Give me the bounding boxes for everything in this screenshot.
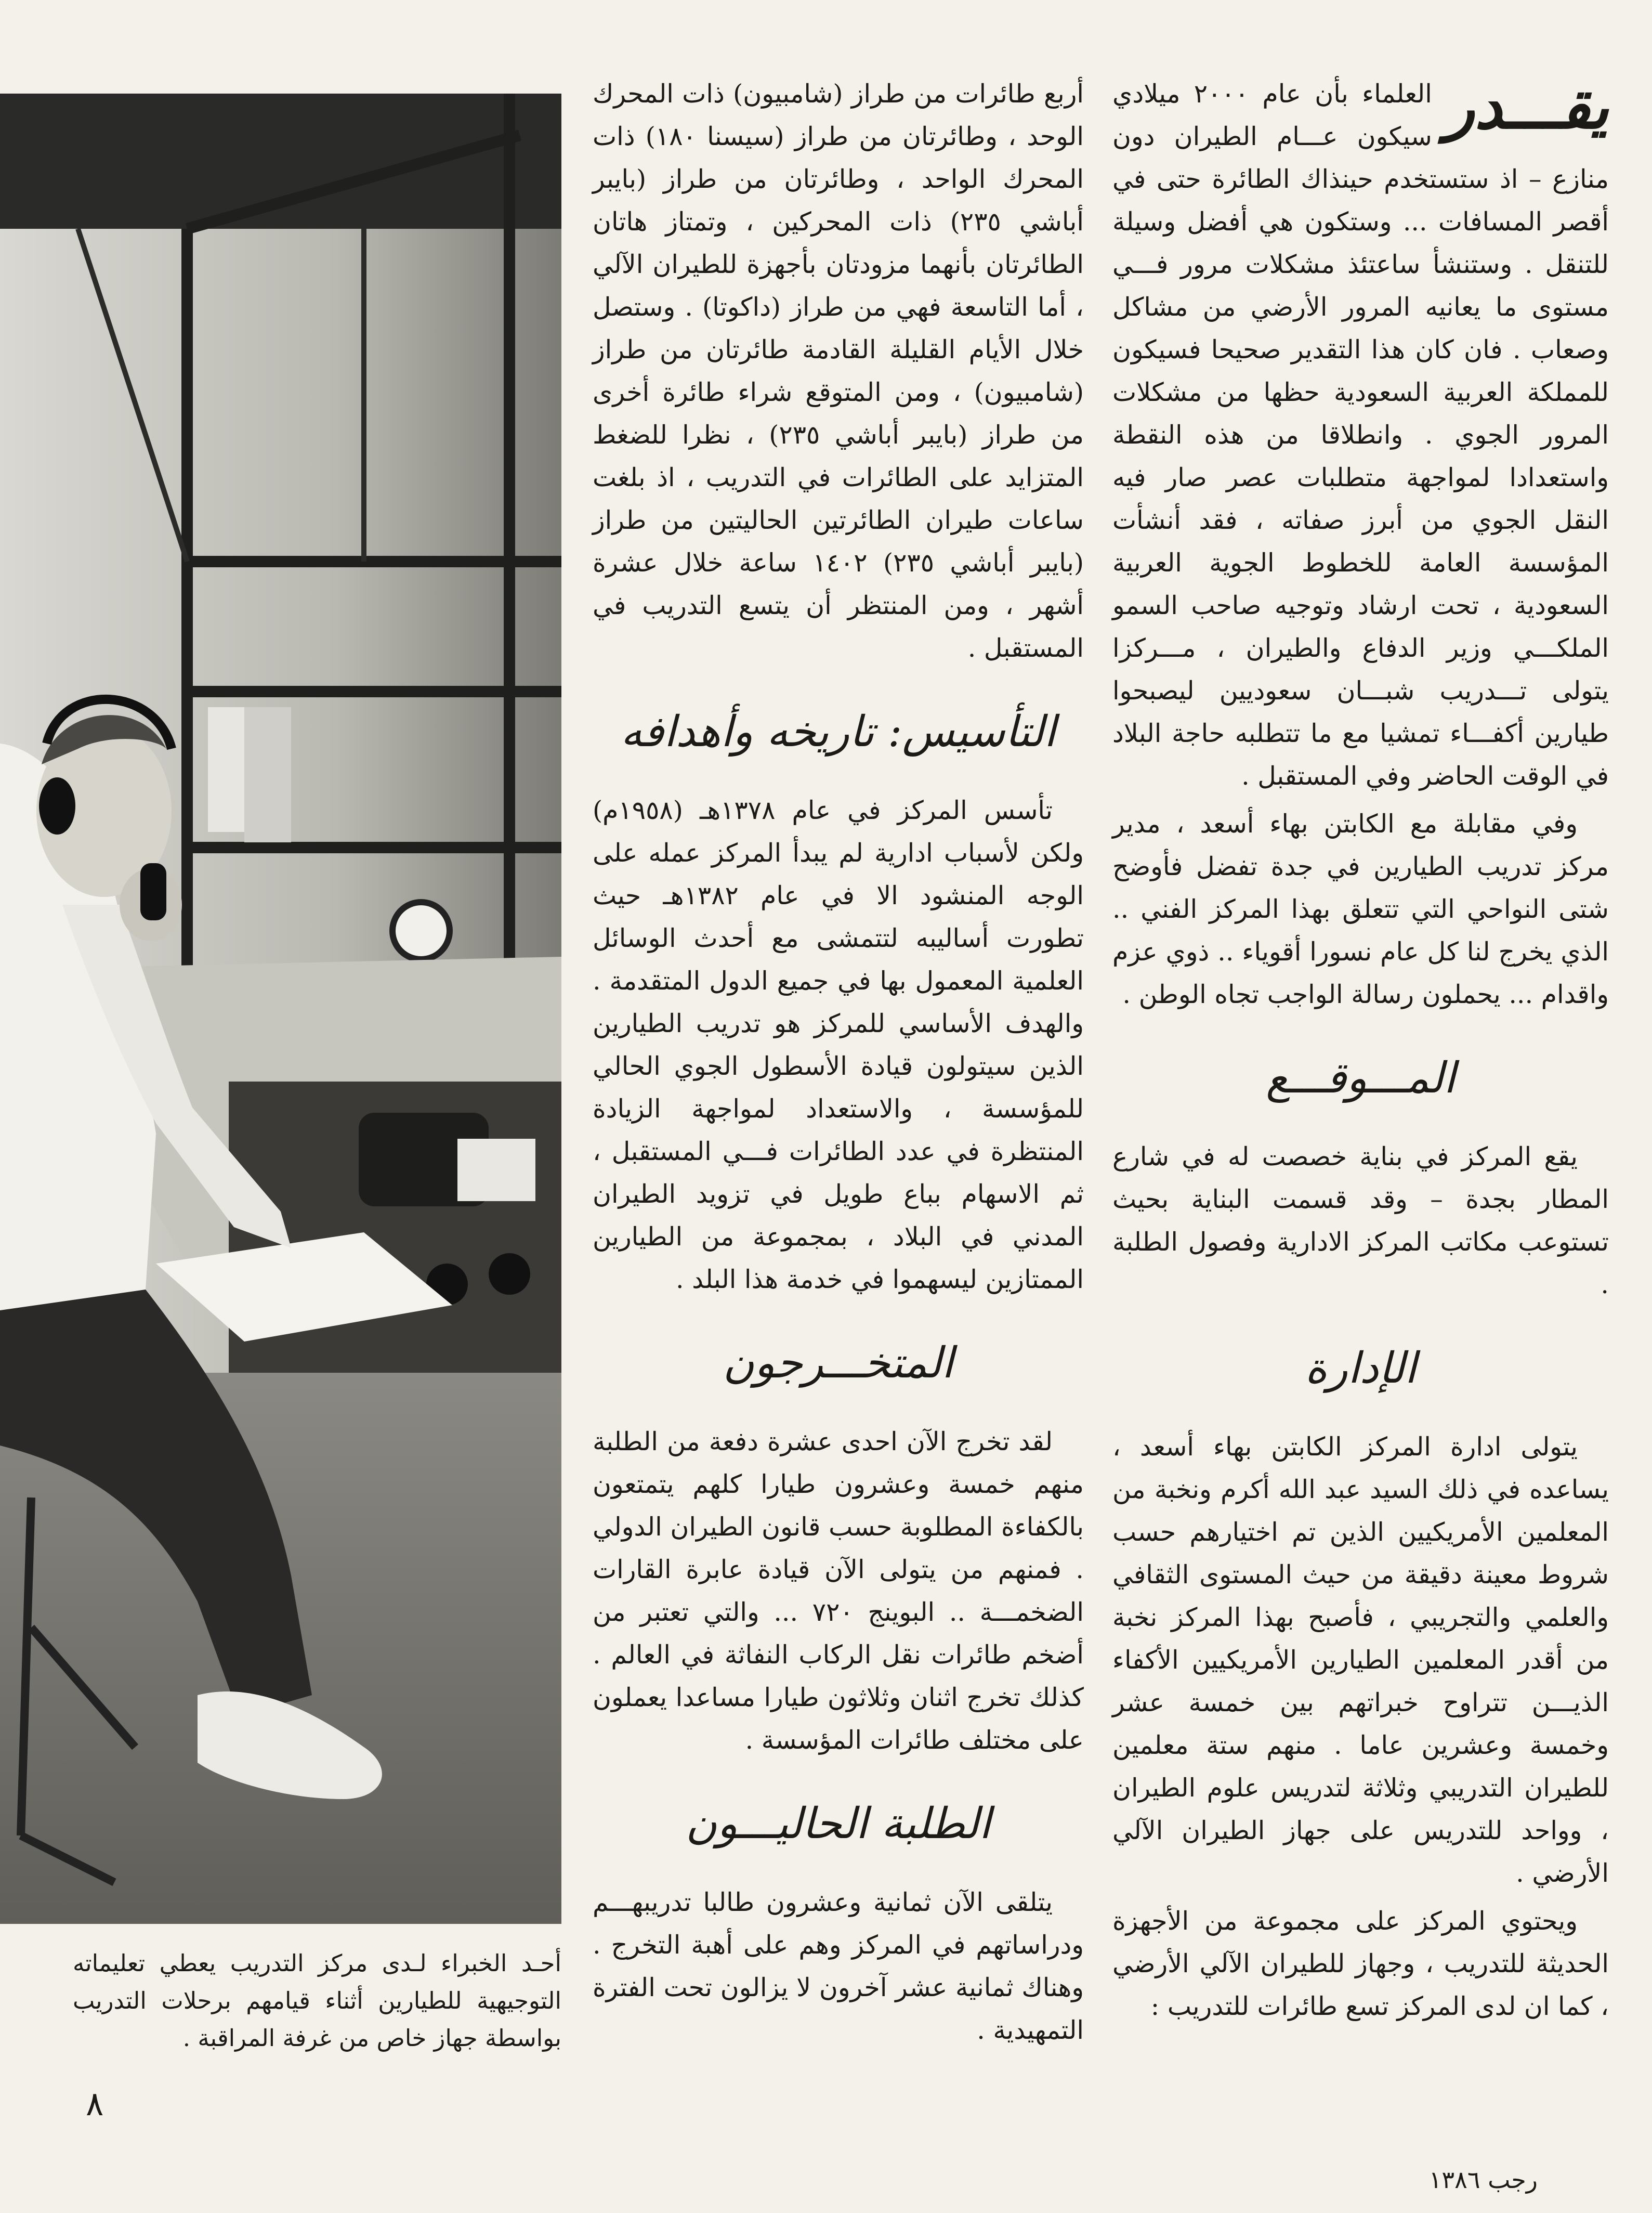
photo-caption: أحـد الخبراء لـدى مركز التدريب يعطي تعليماته التوجيهية للطيارين أثناء قيامهم برحلات التدريب بواسطة جهاز خاص من غرفة المراقبة .	[73, 1949, 561, 2052]
right-column	[1112, 70, 1609, 2033]
dropcap-word: يقـــدر	[1445, 70, 1609, 142]
issue-date: رجب ١٣٨٦	[1428, 2166, 1538, 2194]
heading-current-students: الطلبة الحاليـــون	[685, 1799, 991, 1848]
photo-illustration	[0, 94, 561, 1924]
intro-paragraph	[1112, 70, 1609, 798]
heading-founding: التأسيس: تاريخه وأهدافه	[621, 707, 1056, 757]
students-paragraph: يتلقى الآن ثمانية وعشرون طالبا تدريبهـــم ودراساتهم في المركز وهم على أهبة التخرج . وهناك ثمانية عشر آخرون لا يزالون تحت الفترة التمهيدية .	[593, 1887, 1084, 2045]
location-paragraph: يقع المركز في بناية خصصت له في شارع المطار بجدة – وقد قسمت البناية بحيث تستوعب مكاتب المركز الادارية وفصول الطلبة .	[1112, 1142, 1609, 1299]
heading-administration: الإدارة	[1305, 1344, 1417, 1393]
founding-paragraph: تأسس المركز في عام ١٣٧٨هـ (١٩٥٨م) ولكن لأسباب ادارية لم يبدأ المركز عمله على الوجه المنشود الا في عام ١٣٨٢هـ حيث تطورت أساليبه لتتمشى مع أحدث الوسائل العلمية المعمول بها في جميع الدول المتقدمة . والهدف الأساسي للمركز هو تدريب الطيارين الذين سيتولون قيادة الأسطول الجوي الحالي للمؤسسة ، والاستعداد لمواجهة الزيادة المنتظرة في عدد الطائرات فـــي المستقبل ، ثم الاسهام بباع طويل في تزويد الطيران المدني في البلاد ، بمجموعة من الطيارين الممتازين ليسهموا في خدمة هذا البلد .	[593, 796, 1084, 1294]
intro-text: العلماء بأن عام ٢٠٠٠ ميلادي سيكون عـــام الطيران دون منازع – اذ ستستخدم حينذاك الطائرة حتى في أقصر المسافات ... وستكون هي أفضل وسيلة للتنقل . وستنشأ ساعتئذ مشكلات مرور فـــي مستوى ما يعانيه المرور الأرضي من مشاكل وصعاب . فان كان هذا التقدير صحيحا فسيكون للمملكة العربية السعودية حظها من مشكلات المرور الجوي . وانطلاقا من هذه النقطة واستعدادا لمواجهة متطلبات عصر صار فيه النقل الجوي من أبرز صفاته ، فقد أنشأت المؤسسة العامة للخطوط الجوية العربية السعودية ، تحت ارشاد وتوجيه صاحب السمو الملكـــي وزير الدفاع والطيران ، مـــركزا يتولى تـــدريب شبـــان سعوديين ليصبحوا طيارين أكفـــاء تمشيا مع ما تتطلبه حاجة البلاد في الوقت الحاضر وفي المستقبل .	[1112, 79, 1609, 791]
heading-graduates: المتخـــرجون	[723, 1338, 954, 1388]
administration-paragraph: يتولى ادارة المركز الكابتن بهاء أسعد ، يساعده في ذلك السيد عبد الله أكرم ونخبة من المعلمين الأمريكيين الذين تم اختيارهم حسب شروط معينة دقيقة من حيث المستوى الثقافي والعلمي والتجريبي ، فأصبح بهذا المركز نخبة من أقدر المعلمين الطيارين الأمريكيين الأكفاء الذيـــن تتراوح خبراتهم بين خمسة عشر وخمسة وعشرين عاما . منهم ستة معلمين للطيران التدريبي وثلاثة لتدريس علوم الطيران ، وواحد للتدريس على جهاز الطيران الآلي الأرضي .	[1112, 1432, 1609, 1888]
instructor-photo	[0, 94, 561, 1924]
middle-column	[593, 73, 1084, 2057]
graduates-paragraph: لقد تخرج الآن احدى عشرة دفعة من الطلبة منهم خمسة وعشرون طيارا كلهم يتمتعون بالكفاءة المطلوبة حسب قانون الطيران الدولي . فمنهم من يتولى الآن قيادة عابرة القارات الضخمـــة .. البوينج ٧٢٠ ... والتي تعتبر من أضخم طائرات نقل الركاب النفاثة في العالم . كذلك تخرج اثنان وثلاثون طيارا مساعدا يعملون على مختلف طائرات المؤسسة .	[593, 1427, 1084, 1755]
heading-location: المـــوقـــع	[1266, 1053, 1456, 1103]
equipment-paragraph: ويحتوي المركز على مجموعة من الأجهزة الحديثة للتدريب ، وجهاز للطيران الآلي الأرضي ، كما ان لدى المركز تسع طائرات للتدريب :	[1112, 1906, 1609, 2021]
aircraft-paragraph: أربع طائرات من طراز (شامبيون) ذات المحرك الوحد ، وطائرتان من طراز (سيسنا ١٨٠) ذات المحرك الواحد ، وطائرتان من طراز (بايبر أباشي ٢٣٥) ذات المحركين ، وتمتاز هاتان الطائرتان بأنهما مزودتان بأجهزة للطيران الآلي ، أما التاسعة فهي من طراز (داكوتا) . وستصل خلال الأيام القليلة القادمة طائرتان من طراز (شامبيون) ، ومن المتوقع شراء طائرة أخرى من طراز (بايبر أباشي ٢٣٥) ، نظرا للضغط المتزايد على الطائرات في التدريب ، اذ بلغت ساعات طيران الطائرتين الحاليتين من طراز (بايبر أباشي ٢٣٥) ١٤٠٢ ساعة خلال عشرة أشهر ، ومن المنتظر أن يتسع التدريب في المستقبل .	[593, 79, 1084, 663]
interview-paragraph: وفي مقابلة مع الكابتن بهاء أسعد ، مدير مركز تدريب الطيارين في جدة تفضل فأوضح شتى النواحي التي تتعلق بهذا المركز الفني .. الذي يخرج لنا كل عام نسورا أقوياء .. ذوي عزم واقدام ... يحملون رسالة الواجب تجاه الوطن .	[1112, 809, 1609, 1009]
page-number: ٨	[86, 2085, 104, 2124]
